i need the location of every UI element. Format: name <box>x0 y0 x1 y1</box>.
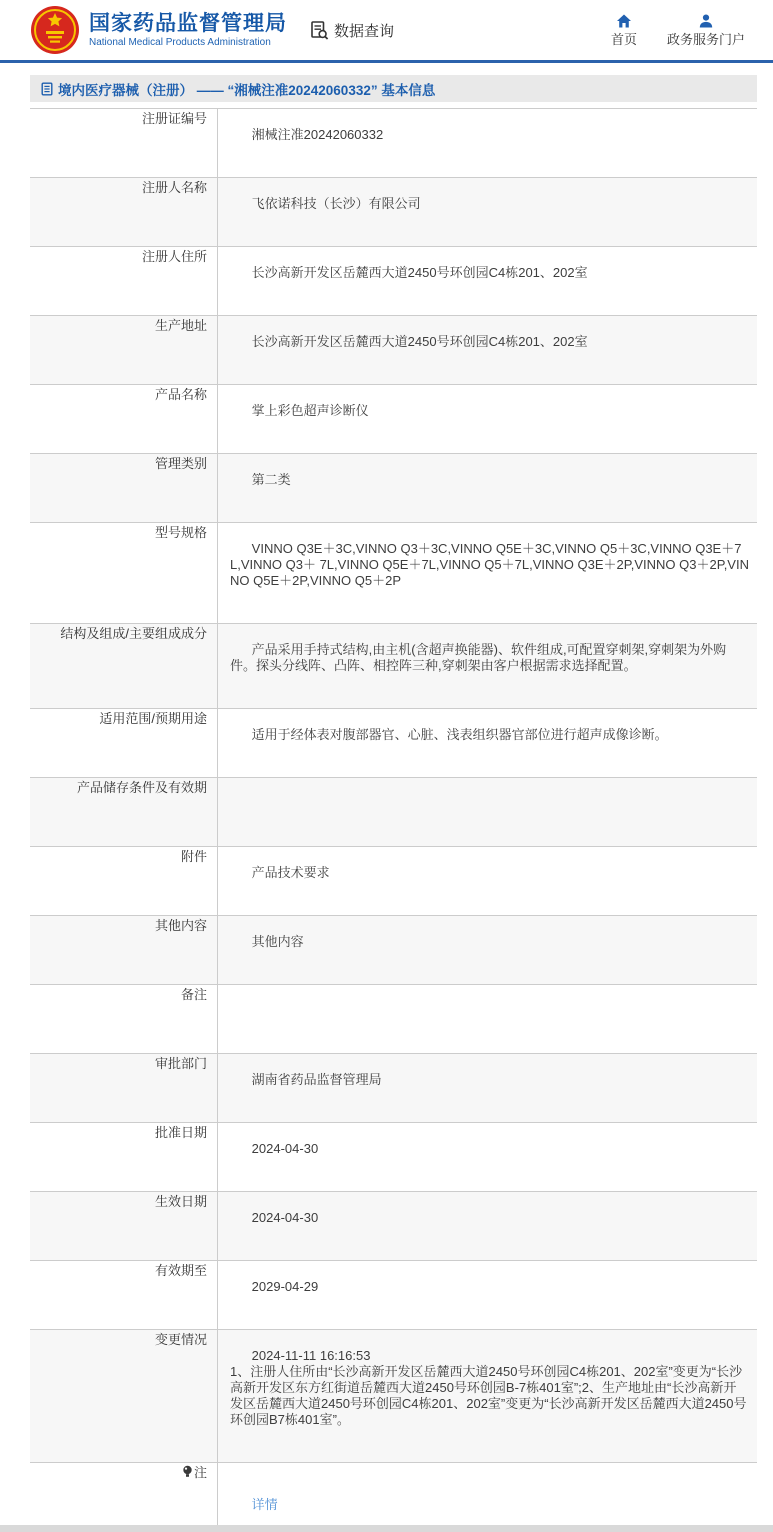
row-label-text: 注册人名称 <box>141 180 207 195</box>
row-label <box>30 109 218 177</box>
bulb-icon <box>182 1465 193 1478</box>
row-value-text: 适用于经体表对腹部器官、心脏、浅表组织器官部位进行超声成像诊断。 <box>251 727 668 742</box>
document-search-icon <box>309 20 330 41</box>
row-label <box>30 385 218 453</box>
row-value-text: 2024-04-30 <box>251 1141 319 1156</box>
row-value <box>218 523 757 623</box>
row-value-text: 产品采用手持式结构,由主机(含超声换能器)、软件组成,可配置穿刺架,穿刺架为外购件。探头分线阵、凸阵、相控阵三种,穿刺架由客户根据需求选择配置。 <box>230 642 727 673</box>
row-label-text: 产品名称 <box>154 387 207 402</box>
table-row <box>30 109 757 178</box>
row-label <box>30 1261 218 1329</box>
row-value <box>218 709 757 777</box>
row-label <box>30 624 218 708</box>
row-label <box>30 985 218 1053</box>
row-label-text: 附件 <box>180 849 207 864</box>
home-icon <box>616 13 632 29</box>
row-label <box>30 847 218 915</box>
row-label-text: 审批部门 <box>154 1056 207 1071</box>
row-value <box>218 1261 757 1329</box>
row-value-text: 掌上彩色超声诊断仪 <box>251 403 369 418</box>
row-label-text: 注 <box>193 1465 207 1480</box>
row-label-text: 管理类别 <box>154 456 207 471</box>
top-nav <box>611 13 745 47</box>
row-label <box>30 316 218 384</box>
row-value <box>218 985 757 1053</box>
data-query-label: 数据查询 <box>334 22 395 40</box>
table-row <box>30 1330 757 1463</box>
table-row <box>30 316 757 385</box>
row-value-text: 湘械注准20242060332 <box>251 127 384 142</box>
row-label-text: 生效日期 <box>154 1194 207 1209</box>
table-row <box>30 454 757 523</box>
row-label <box>30 454 218 522</box>
row-label <box>30 1054 218 1122</box>
row-value <box>218 109 757 177</box>
row-label <box>30 1463 218 1531</box>
row-label <box>30 178 218 246</box>
row-label <box>30 709 218 777</box>
row-value <box>218 247 757 315</box>
table-row <box>30 1463 757 1532</box>
user-icon <box>698 13 714 29</box>
row-value <box>218 916 757 984</box>
table-row <box>30 523 757 624</box>
header-divider-line <box>0 60 773 63</box>
table-row <box>30 1123 757 1192</box>
brand-titles <box>89 12 287 49</box>
row-value-text: 飞依诺科技（长沙）有限公司 <box>251 196 421 211</box>
row-value <box>218 385 757 453</box>
site-header <box>0 0 773 60</box>
nav-home[interactable] <box>611 13 637 47</box>
table-row <box>30 624 757 709</box>
row-value <box>218 178 757 246</box>
row-value <box>218 454 757 522</box>
table-row <box>30 178 757 247</box>
table-row <box>30 709 757 778</box>
site-title: 国家药品监督管理局 <box>89 11 287 35</box>
row-value <box>218 778 757 846</box>
row-label-text: 变更情况 <box>154 1332 207 1347</box>
row-value-text: 2024-11-11 16:16:53 1、注册人住所由“长沙高新开发区岳麓西大道2450号环创园C4栋201、202室”变更为“长沙高新开发区东方红街道岳麓西大道2450号环创园B-7栋401室”;2、生产地址由“长沙高新开发区岳麓西大道2450号环创园C4栋201、202室”变更为“长沙高新开发区岳麓西大道2450号环创园B7栋401室”。 <box>230 1348 747 1427</box>
footer-strip <box>0 1525 773 1532</box>
table-row <box>30 985 757 1054</box>
table-row <box>30 1054 757 1123</box>
nav-home-label: 首页 <box>610 32 637 47</box>
row-label <box>30 247 218 315</box>
row-value-text: 长沙高新开发区岳麓西大道2450号环创园C4栋201、202室 <box>251 334 588 349</box>
row-value <box>218 1330 757 1462</box>
row-label-text: 适用范围/预期用途 <box>99 711 207 726</box>
row-label-text: 备注 <box>180 987 207 1002</box>
breadcrumb <box>30 75 757 102</box>
details-link[interactable]: 详情 <box>251 1497 278 1512</box>
row-value <box>218 1463 757 1531</box>
row-value <box>218 316 757 384</box>
row-value-text: 其他内容 <box>251 934 304 949</box>
row-value-text: 2024-04-30 <box>251 1210 319 1225</box>
row-label-text: 生产地址 <box>154 318 207 333</box>
row-value-text: 2029-04-29 <box>251 1279 319 1294</box>
table-row <box>30 847 757 916</box>
row-label <box>30 1123 218 1191</box>
row-value-text: 产品技术要求 <box>251 865 330 880</box>
nav-portal[interactable] <box>667 13 745 47</box>
row-label <box>30 523 218 623</box>
row-label-text: 批准日期 <box>154 1125 207 1140</box>
document-icon <box>40 82 54 96</box>
row-label-text: 其他内容 <box>154 918 207 933</box>
row-value <box>218 1123 757 1191</box>
row-value <box>218 1192 757 1260</box>
row-label-text: 注册证编号 <box>141 111 207 126</box>
row-label <box>30 778 218 846</box>
table-row <box>30 385 757 454</box>
row-value-text: 第二类 <box>251 472 291 487</box>
row-value-text: 湖南省药品监督管理局 <box>251 1072 382 1087</box>
row-value-text: 长沙高新开发区岳麓西大道2450号环创园C4栋201、202室 <box>251 265 588 280</box>
table-row <box>30 916 757 985</box>
row-label-text: 有效期至 <box>154 1263 207 1278</box>
row-label-text: 注册人住所 <box>141 249 207 264</box>
row-label <box>30 1330 218 1462</box>
row-value <box>218 624 757 708</box>
breadcrumb-text: 境内医疗器械（注册） —— “湘械注准20242060332” 基本信息 <box>58 82 436 98</box>
main-content <box>30 75 757 1532</box>
row-label-text: 产品储存条件及有效期 <box>76 780 207 795</box>
row-value <box>218 1054 757 1122</box>
data-query-button[interactable] <box>309 20 394 41</box>
table-row <box>30 1261 757 1330</box>
row-label-text: 型号规格 <box>154 525 207 540</box>
table-row <box>30 247 757 316</box>
row-label <box>30 916 218 984</box>
row-value-text: VINNO Q3E＋3C,VINNO Q3＋3C,VINNO Q5E＋3C,VINNO Q5＋3C,VINNO Q3E＋7L,VINNO Q3＋ 7L,VINNO Q5E＋7L,VINNO Q5＋7L,VINNO Q3E＋2P,VINNO Q3＋2P,VINNO Q5E＋2P,VINNO Q5＋2P <box>230 541 749 588</box>
table-row <box>30 1192 757 1261</box>
site-subtitle: National Medical Products Administration <box>89 36 271 48</box>
table-row <box>30 778 757 847</box>
national-emblem-logo <box>30 5 80 55</box>
registration-info-table <box>30 108 757 1532</box>
row-value <box>218 847 757 915</box>
nav-portal-label: 政务服务门户 <box>666 32 745 47</box>
row-label-text: 结构及组成/主要组成成分 <box>60 626 207 641</box>
row-label <box>30 1192 218 1260</box>
